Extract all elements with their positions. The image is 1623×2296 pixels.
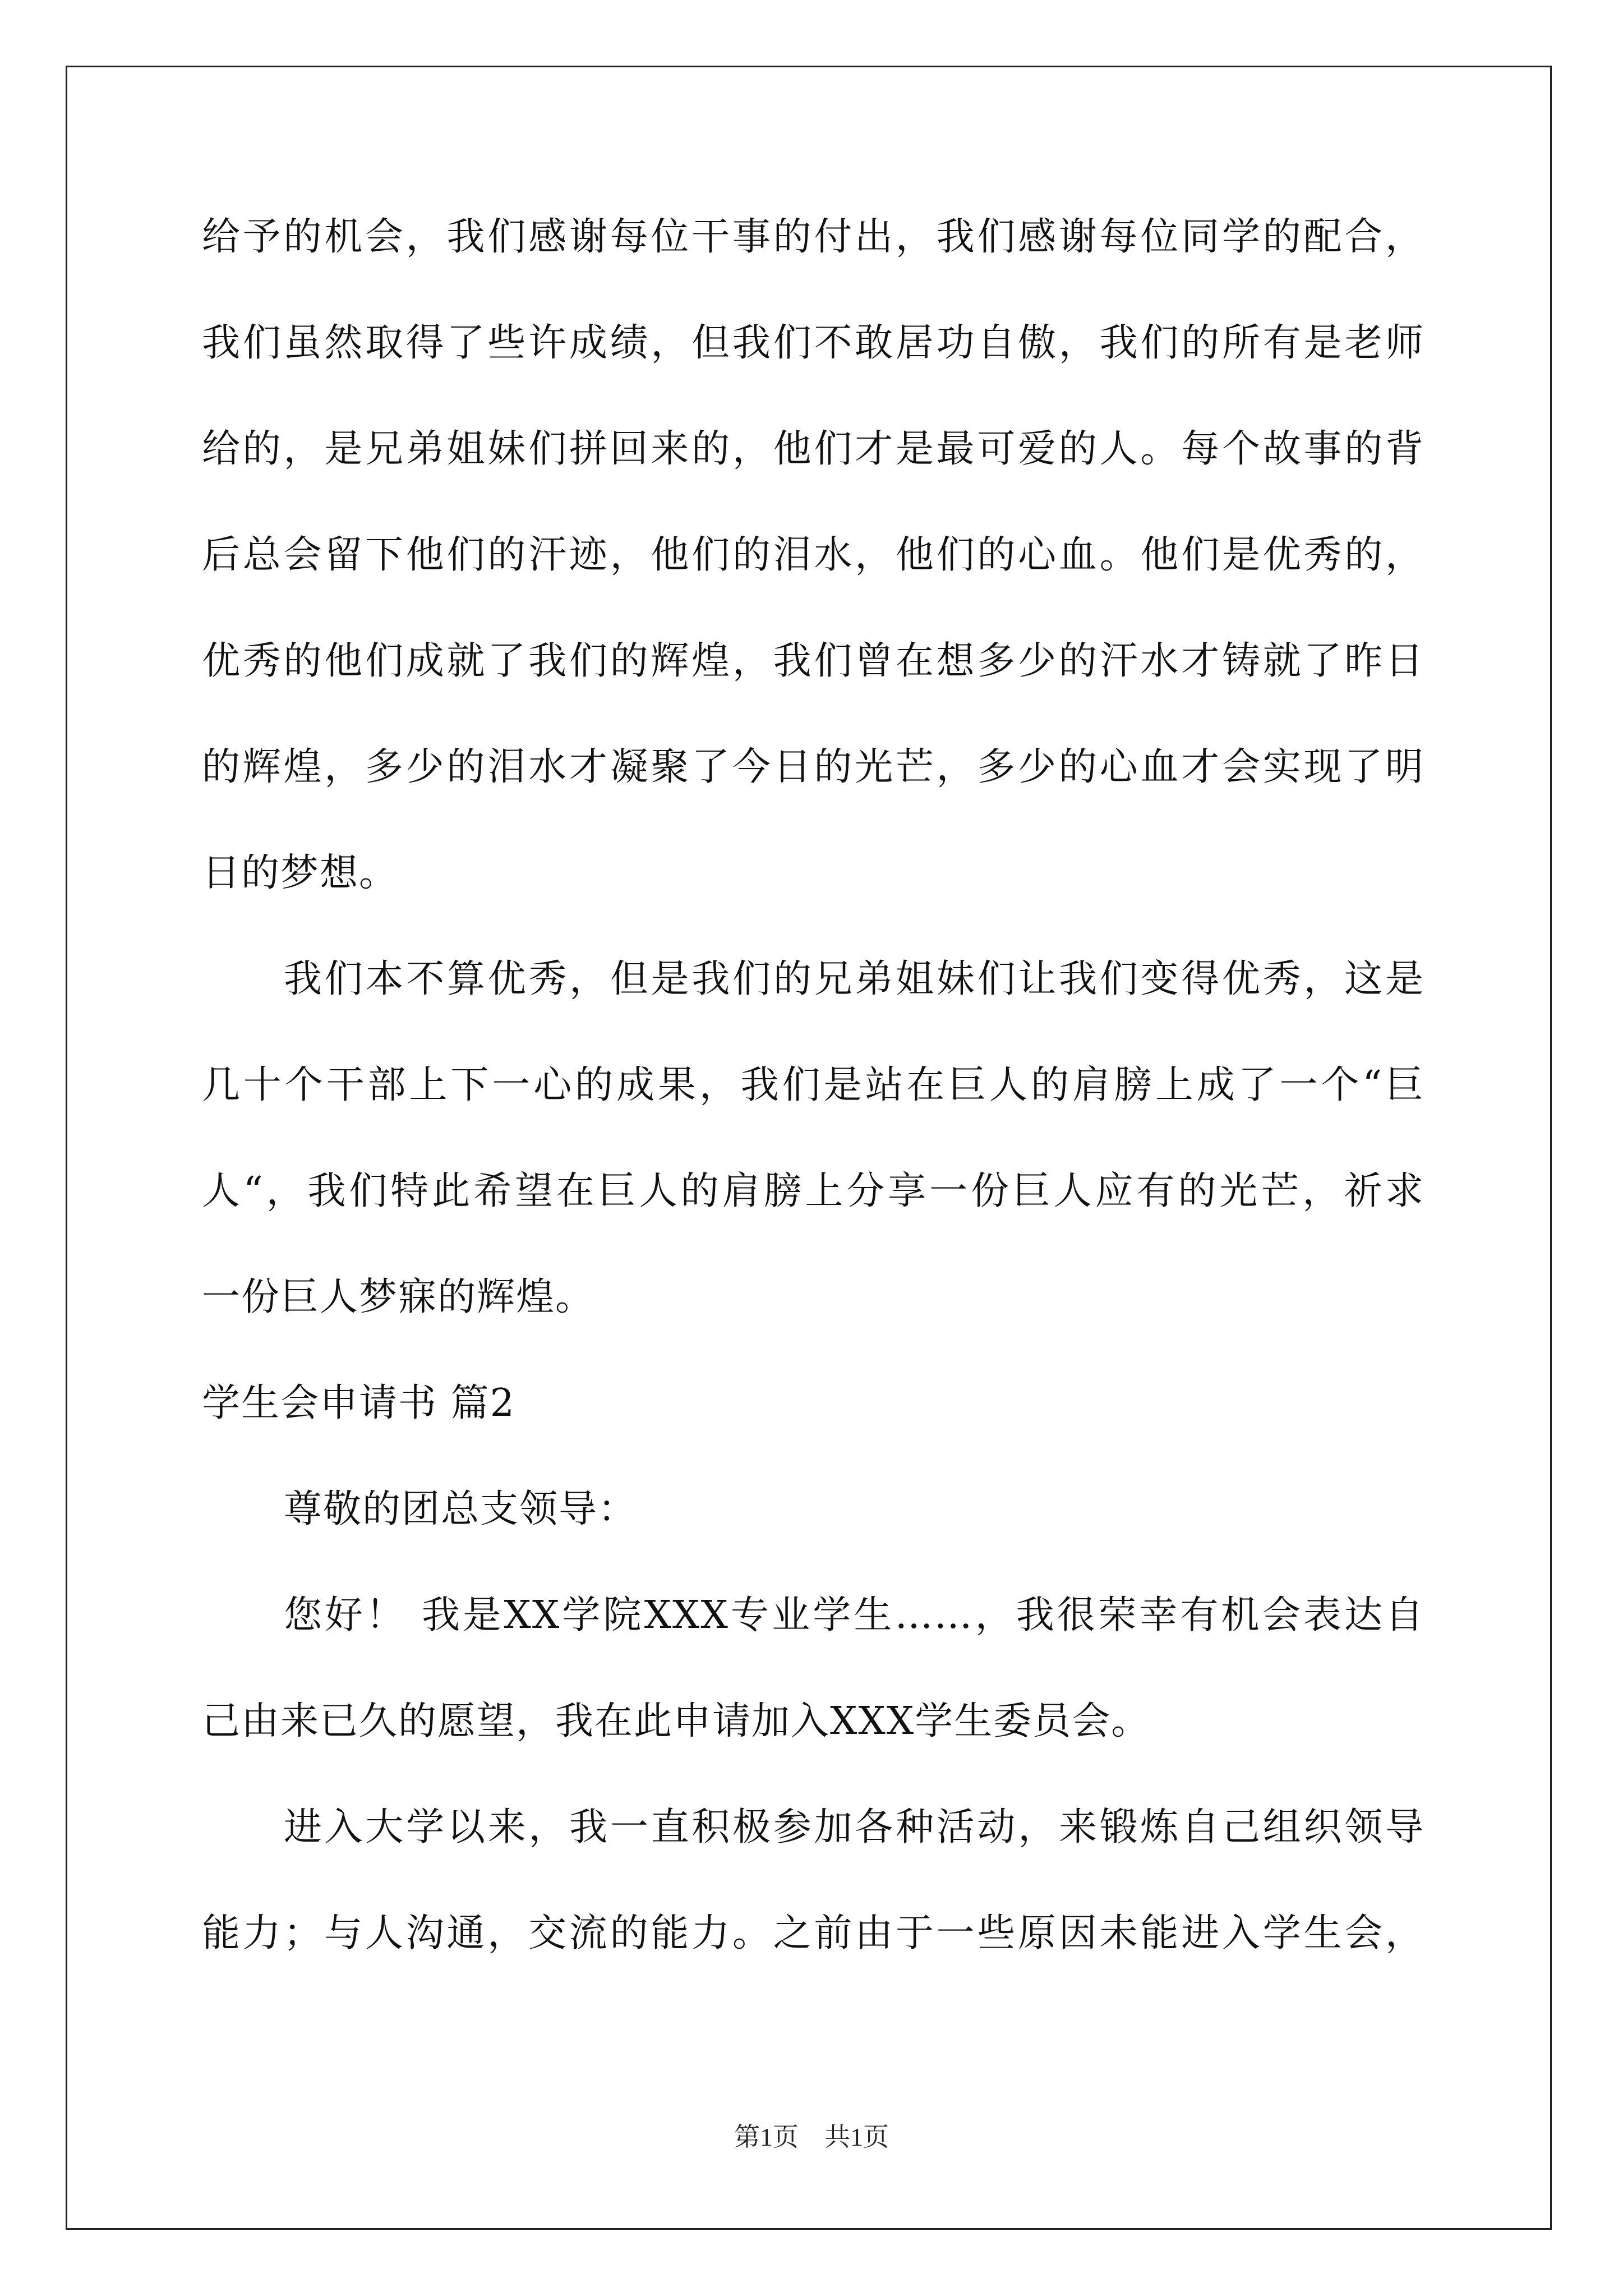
text-line: 您好！ 我是XX学院XXX专业学生……，我很荣幸有机会表达自 — [284, 1593, 1424, 1637]
text-line: 己由来已久的愿望，我在此申请加入XXX学生委员会。 — [202, 1699, 1151, 1743]
text-line: 日的梦想。 — [202, 851, 399, 895]
text-line: 给予的机会，我们感谢每位干事的付出，我们感谢每位同学的配合， — [202, 215, 1424, 259]
text-line: 几十个干部上下一心的成果，我们是站在巨人的肩膀上成了一个“巨 — [202, 1063, 1424, 1107]
text-line: 我们本不算优秀，但是我们的兄弟姐妹们让我们变得优秀，这是 — [284, 957, 1424, 1001]
text-line: 进入大学以来，我一直积极参加各种活动，来锻炼自己组织领导 — [284, 1805, 1424, 1849]
text-line: 优秀的他们成就了我们的辉煌，我们曾在想多少的汗水才铸就了昨日 — [202, 639, 1424, 683]
document-body — [202, 210, 1424, 2013]
section-heading: 学生会申请书 篇2 — [202, 1381, 515, 1425]
text-line: 能力；与人沟通，交流的能力。之前由于一些原因未能进入学生会， — [202, 1911, 1424, 1955]
text-line: 我们虽然取得了些许成绩，但我们不敢居功自傲，我们的所有是老师 — [202, 321, 1424, 365]
text-line: 后总会留下他们的汗迹，他们的泪水，他们的心血。他们是优秀的， — [202, 533, 1424, 577]
text-line: 给的，是兄弟姐妹们拼回来的，他们才是最可爱的人。每个故事的背 — [202, 427, 1424, 471]
page-footer: 第1页 共1页 — [734, 2123, 889, 2151]
text-line: 的辉煌，多少的泪水才凝聚了今日的光芒，多少的心血才会实现了明 — [202, 745, 1424, 789]
text-line: 一份巨人梦寐的辉煌。 — [202, 1275, 595, 1319]
salutation: 尊敬的团总支领导： — [284, 1487, 638, 1531]
text-line: 人“，我们特此希望在巨人的肩膀上分享一份巨人应有的光芒，祈求 — [202, 1169, 1424, 1213]
